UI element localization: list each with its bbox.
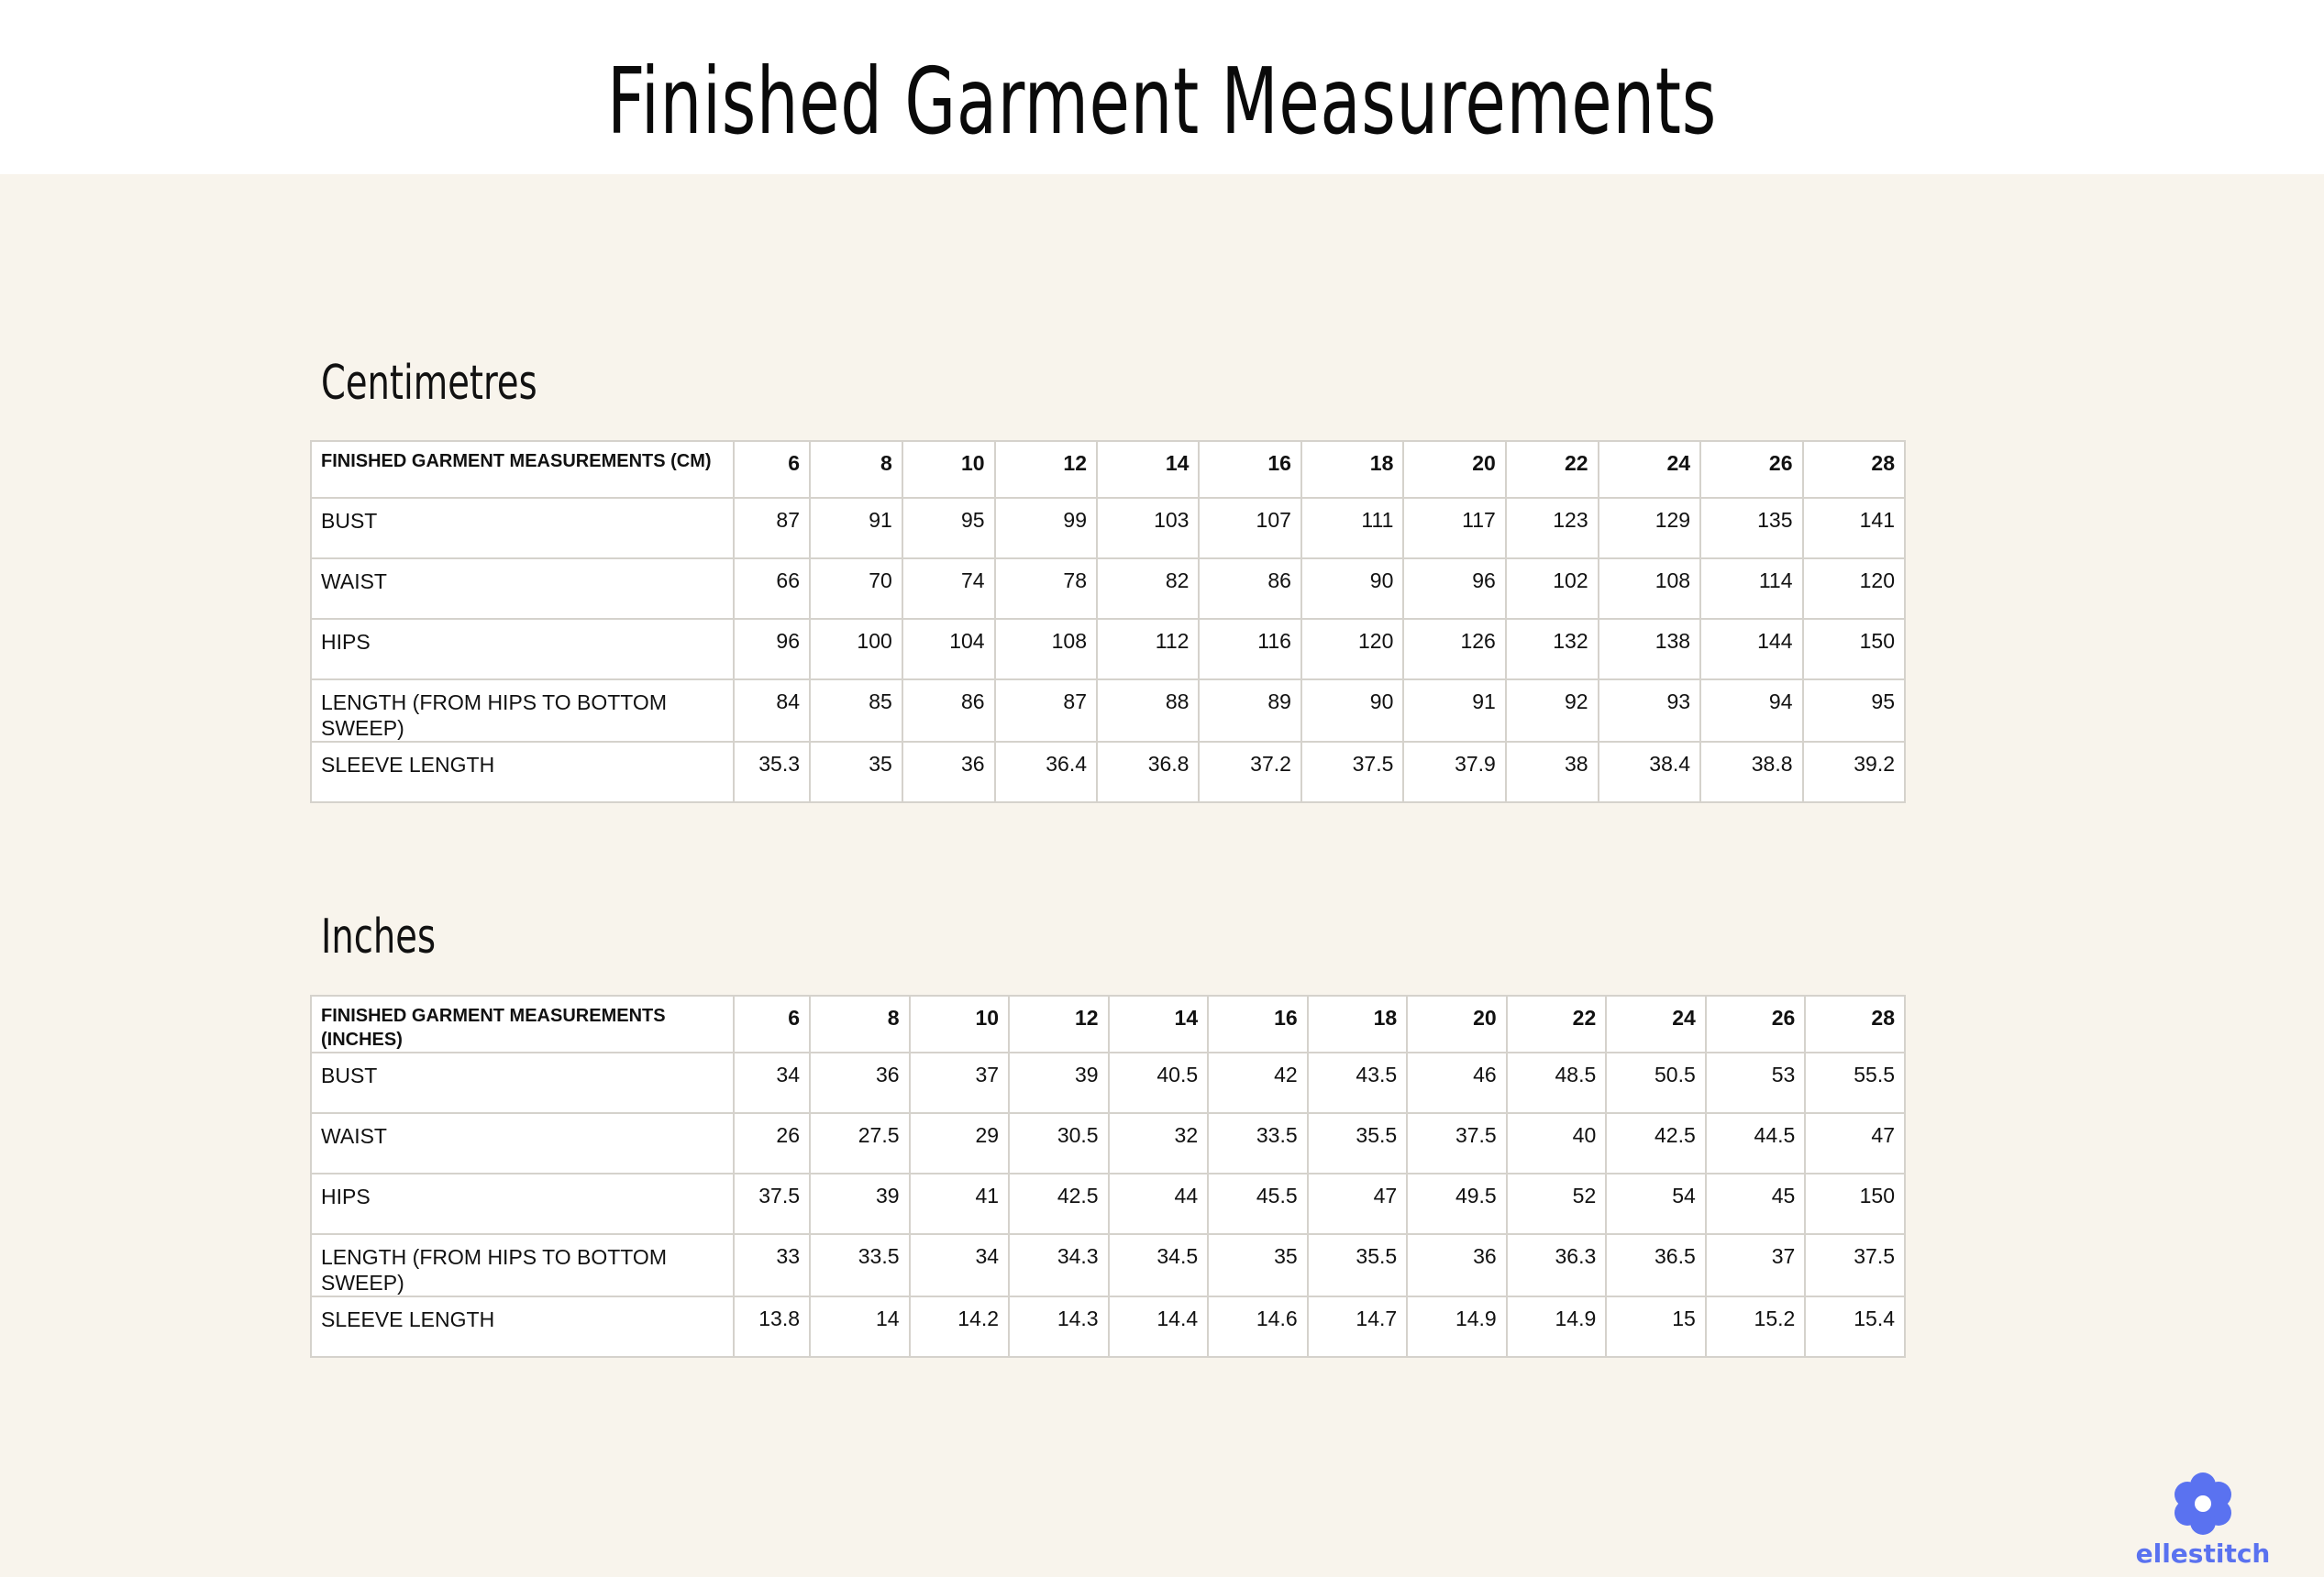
value-cell: 126	[1403, 619, 1505, 679]
value-cell: 135	[1700, 498, 1802, 558]
value-cell: 52	[1507, 1174, 1607, 1234]
value-cell: 84	[734, 679, 810, 742]
value-cell: 150	[1803, 619, 1905, 679]
value-cell: 42	[1208, 1053, 1308, 1113]
value-cell: 14.6	[1208, 1296, 1308, 1357]
value-cell: 49.5	[1407, 1174, 1507, 1234]
value-cell: 66	[734, 558, 810, 619]
value-cell: 35	[1208, 1234, 1308, 1296]
value-cell: 37.5	[1407, 1113, 1507, 1174]
size-header-cell: 24	[1606, 996, 1706, 1053]
page-header	[0, 0, 2324, 174]
section-title-inches: Inches	[321, 910, 437, 965]
value-cell: 91	[1403, 679, 1505, 742]
brand-logo	[2128, 1467, 2278, 1568]
value-cell: 103	[1097, 498, 1199, 558]
value-cell: 50.5	[1606, 1053, 1706, 1113]
value-cell: 38.8	[1700, 742, 1802, 802]
value-cell: 35.5	[1308, 1234, 1408, 1296]
flower-icon	[2128, 1467, 2278, 1540]
value-cell: 39	[810, 1174, 910, 1234]
value-cell: 36.8	[1097, 742, 1199, 802]
table-row	[311, 1234, 1905, 1296]
value-cell: 90	[1301, 679, 1403, 742]
value-cell: 89	[1199, 679, 1300, 742]
value-cell: 88	[1097, 679, 1199, 742]
value-cell: 14.9	[1507, 1296, 1607, 1357]
value-cell: 38.4	[1599, 742, 1700, 802]
table-row	[311, 742, 1905, 802]
value-cell: 34.3	[1009, 1234, 1109, 1296]
value-cell: 92	[1506, 679, 1599, 742]
value-cell: 40	[1507, 1113, 1607, 1174]
value-cell: 104	[902, 619, 995, 679]
value-cell: 33.5	[1208, 1113, 1308, 1174]
value-cell: 36	[902, 742, 995, 802]
value-cell: 95	[902, 498, 995, 558]
value-cell: 43.5	[1308, 1053, 1408, 1113]
value-cell: 87	[734, 498, 810, 558]
value-cell: 120	[1803, 558, 1905, 619]
value-cell: 14	[810, 1296, 910, 1357]
value-cell: 37.9	[1403, 742, 1505, 802]
value-cell: 33	[734, 1234, 810, 1296]
value-cell: 100	[810, 619, 902, 679]
value-cell: 85	[810, 679, 902, 742]
row-label-cell: WAIST	[311, 558, 734, 619]
value-cell: 107	[1199, 498, 1300, 558]
value-cell: 15	[1606, 1296, 1706, 1357]
size-header-cell: 20	[1403, 441, 1505, 498]
value-cell: 117	[1403, 498, 1505, 558]
value-cell: 15.2	[1706, 1296, 1806, 1357]
size-header-cell: 18	[1301, 441, 1403, 498]
value-cell: 13.8	[734, 1296, 810, 1357]
size-header-cell: 20	[1407, 996, 1507, 1053]
size-header-cell: 22	[1506, 441, 1599, 498]
value-cell: 70	[810, 558, 902, 619]
row-label-cell: SLEEVE LENGTH	[311, 1296, 734, 1357]
table-row	[311, 1113, 1905, 1174]
value-cell: 14.7	[1308, 1296, 1408, 1357]
value-cell: 86	[902, 679, 995, 742]
value-cell: 116	[1199, 619, 1300, 679]
value-cell: 33.5	[810, 1234, 910, 1296]
value-cell: 90	[1301, 558, 1403, 619]
size-header-cell: 28	[1803, 441, 1905, 498]
value-cell: 27.5	[810, 1113, 910, 1174]
size-header-cell: 16	[1208, 996, 1308, 1053]
value-cell: 34	[910, 1234, 1010, 1296]
value-cell: 120	[1301, 619, 1403, 679]
value-cell: 141	[1803, 498, 1905, 558]
size-header-cell: 26	[1706, 996, 1806, 1053]
row-label-cell: SLEEVE LENGTH	[311, 742, 734, 802]
value-cell: 78	[995, 558, 1097, 619]
value-cell: 46	[1407, 1053, 1507, 1113]
value-cell: 35	[810, 742, 902, 802]
value-cell: 55.5	[1805, 1053, 1905, 1113]
value-cell: 37.5	[1301, 742, 1403, 802]
table-row	[311, 1296, 1905, 1357]
size-header-cell: 10	[902, 441, 995, 498]
row-label-cell: LENGTH (FROM HIPS TO BOTTOM SWEEP)	[311, 679, 734, 742]
size-header-cell: 18	[1308, 996, 1408, 1053]
size-header-cell: 8	[810, 441, 902, 498]
value-cell: 30.5	[1009, 1113, 1109, 1174]
table-centimetres	[310, 440, 1906, 803]
value-cell: 82	[1097, 558, 1199, 619]
value-cell: 108	[995, 619, 1097, 679]
value-cell: 14.9	[1407, 1296, 1507, 1357]
value-cell: 39	[1009, 1053, 1109, 1113]
value-cell: 35.5	[1308, 1113, 1408, 1174]
size-header-cell: 14	[1109, 996, 1209, 1053]
value-cell: 150	[1805, 1174, 1905, 1234]
value-cell: 42.5	[1606, 1113, 1706, 1174]
table-row	[311, 619, 1905, 679]
table-header-row	[311, 996, 1905, 1053]
size-header-cell: 10	[910, 996, 1010, 1053]
size-header-cell: 16	[1199, 441, 1300, 498]
table-row	[311, 679, 1905, 742]
table-row	[311, 1053, 1905, 1113]
value-cell: 37	[1706, 1234, 1806, 1296]
section-title-centimetres: Centimetres	[321, 356, 537, 411]
row-label-cell: LENGTH (FROM HIPS TO BOTTOM SWEEP)	[311, 1234, 734, 1296]
value-cell: 93	[1599, 679, 1700, 742]
value-cell: 45	[1706, 1174, 1806, 1234]
value-cell: 14.4	[1109, 1296, 1209, 1357]
brand-name: ellestitch	[2135, 1538, 2271, 1569]
value-cell: 48.5	[1507, 1053, 1607, 1113]
value-cell: 108	[1599, 558, 1700, 619]
table-row	[311, 558, 1905, 619]
value-cell: 47	[1308, 1174, 1408, 1234]
value-cell: 36	[810, 1053, 910, 1113]
value-cell: 138	[1599, 619, 1700, 679]
value-cell: 15.4	[1805, 1296, 1905, 1357]
value-cell: 37.5	[1805, 1234, 1905, 1296]
value-cell: 47	[1805, 1113, 1905, 1174]
table-inches	[310, 995, 1906, 1358]
header-label-cell: FINISHED GARMENT MEASUREMENTS (INCHES)	[311, 996, 734, 1053]
value-cell: 36	[1407, 1234, 1507, 1296]
value-cell: 114	[1700, 558, 1802, 619]
value-cell: 41	[910, 1174, 1010, 1234]
value-cell: 129	[1599, 498, 1700, 558]
value-cell: 111	[1301, 498, 1403, 558]
value-cell: 37.2	[1199, 742, 1300, 802]
value-cell: 37.5	[734, 1174, 810, 1234]
size-header-cell: 12	[1009, 996, 1109, 1053]
value-cell: 87	[995, 679, 1097, 742]
value-cell: 94	[1700, 679, 1802, 742]
value-cell: 96	[734, 619, 810, 679]
table-row	[311, 1174, 1905, 1234]
row-label-cell: BUST	[311, 1053, 734, 1113]
value-cell: 14.3	[1009, 1296, 1109, 1357]
row-label-cell: WAIST	[311, 1113, 734, 1174]
size-header-cell: 24	[1599, 441, 1700, 498]
value-cell: 36.5	[1606, 1234, 1706, 1296]
value-cell: 34.5	[1109, 1234, 1209, 1296]
value-cell: 40.5	[1109, 1053, 1209, 1113]
value-cell: 123	[1506, 498, 1599, 558]
value-cell: 44	[1109, 1174, 1209, 1234]
size-header-cell: 28	[1805, 996, 1905, 1053]
size-header-cell: 8	[810, 996, 910, 1053]
value-cell: 112	[1097, 619, 1199, 679]
value-cell: 74	[902, 558, 995, 619]
value-cell: 32	[1109, 1113, 1209, 1174]
value-cell: 53	[1706, 1053, 1806, 1113]
value-cell: 37	[910, 1053, 1010, 1113]
value-cell: 132	[1506, 619, 1599, 679]
value-cell: 99	[995, 498, 1097, 558]
value-cell: 14.2	[910, 1296, 1010, 1357]
value-cell: 86	[1199, 558, 1300, 619]
value-cell: 96	[1403, 558, 1505, 619]
size-header-cell: 14	[1097, 441, 1199, 498]
value-cell: 38	[1506, 742, 1599, 802]
value-cell: 39.2	[1803, 742, 1905, 802]
value-cell: 35.3	[734, 742, 810, 802]
table-row	[311, 498, 1905, 558]
row-label-cell: HIPS	[311, 1174, 734, 1234]
value-cell: 45.5	[1208, 1174, 1308, 1234]
page-title: Finished Garment Measurements	[607, 48, 1717, 155]
size-header-cell: 6	[734, 996, 810, 1053]
table-header-row	[311, 441, 1905, 498]
value-cell: 144	[1700, 619, 1802, 679]
size-header-cell: 6	[734, 441, 810, 498]
value-cell: 34	[734, 1053, 810, 1113]
header-label-cell: FINISHED GARMENT MEASUREMENTS (CM)	[311, 441, 734, 498]
value-cell: 102	[1506, 558, 1599, 619]
row-label-cell: BUST	[311, 498, 734, 558]
value-cell: 95	[1803, 679, 1905, 742]
size-header-cell: 26	[1700, 441, 1802, 498]
value-cell: 42.5	[1009, 1174, 1109, 1234]
value-cell: 91	[810, 498, 902, 558]
size-header-cell: 12	[995, 441, 1097, 498]
value-cell: 44.5	[1706, 1113, 1806, 1174]
value-cell: 36.3	[1507, 1234, 1607, 1296]
value-cell: 26	[734, 1113, 810, 1174]
size-header-cell: 22	[1507, 996, 1607, 1053]
value-cell: 36.4	[995, 742, 1097, 802]
value-cell: 29	[910, 1113, 1010, 1174]
row-label-cell: HIPS	[311, 619, 734, 679]
value-cell: 54	[1606, 1174, 1706, 1234]
